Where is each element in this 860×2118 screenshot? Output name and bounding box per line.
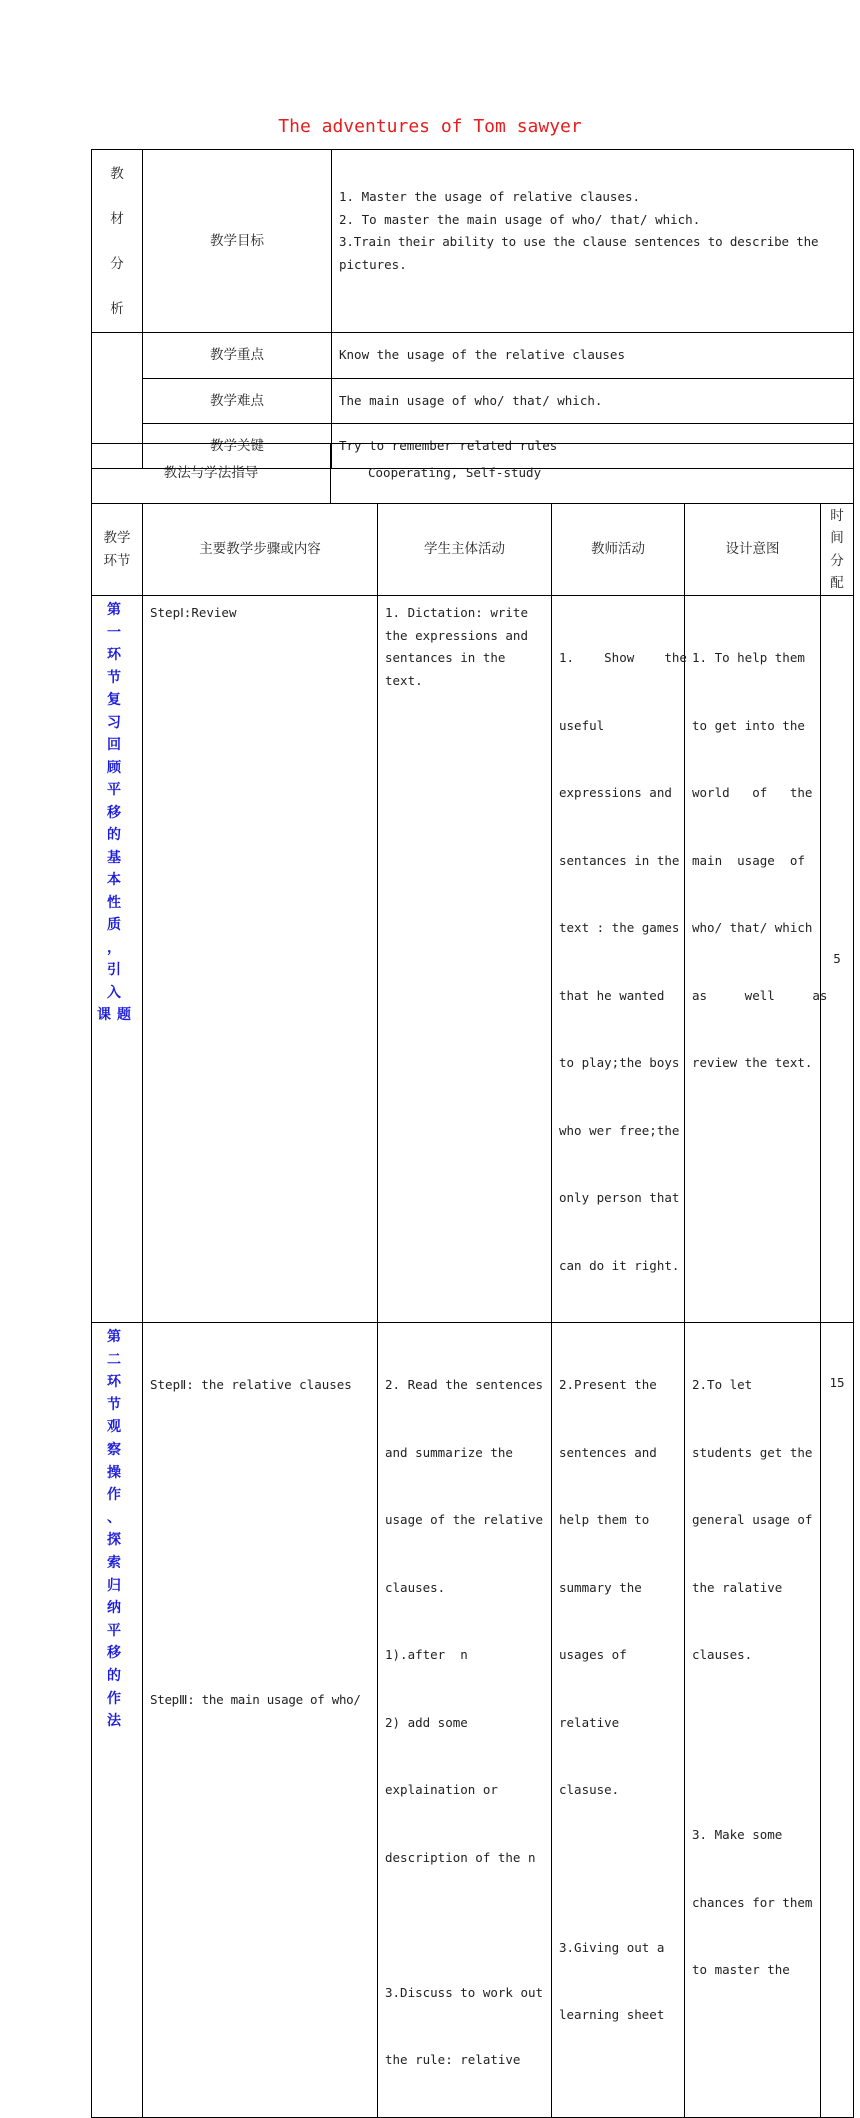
process-row (92, 1323, 854, 2118)
teacher-activity-cell: 2.Present the sentences and help them to summary the usages of relative clasuse. 3.Giving out a learning sheet (552, 1323, 685, 2118)
key-value: Try to remember related rules (332, 424, 854, 469)
header-steps: 主要教学步骤或内容 (143, 504, 378, 596)
time-cell: 15 (821, 1323, 854, 2118)
student-activity-cell: 2. Read the sentences and summarize the usage of the relative clauses. 1).after n 2) add some explaination or description of the n 3.Discuss to work out the rule: relative (378, 1323, 552, 2118)
analysis-table (91, 149, 854, 469)
objectives-cell (332, 150, 854, 333)
objective-line: 2. To master the main usage of who/ that/ which. (339, 211, 701, 227)
steps-cell: StepⅠ:Review (143, 596, 378, 1323)
design-intent-cell: 2.To let students get the general usage of the ralative clauses. 3. Make some chances for them to master the (685, 1323, 821, 2118)
stage-cell: 第 二 环 节 观 察 操 作 、 探 索 归 纳 平 移 的 作 法 (92, 1323, 143, 2118)
objective-line: 3.Train their ability to use the clause sentences to describe the (339, 234, 819, 249)
process-table (91, 503, 854, 2118)
key-label: 教学关键 (143, 424, 332, 469)
objective-line: 1. Master the usage of relative clauses. (339, 189, 641, 204)
student-activity-cell: 1. Dictation: write the expressions and sentances in the text. (378, 596, 552, 1323)
time-cell: 5 (821, 596, 854, 1323)
header-time: 时 间 分 配 (821, 504, 854, 596)
header-design-intent: 设计意图 (685, 504, 821, 596)
key-point-label: 教学重点 (143, 333, 332, 379)
teacher-activity-cell: 1. Show the useful expressions and sentances in the text : the games that he wanted to play;the boys who wer free;the only person that can do it right. (552, 596, 685, 1323)
objective-line: pictures. (339, 256, 407, 272)
header-student-activity: 学生主体活动 (378, 504, 552, 596)
section-char: 分 (110, 256, 124, 272)
header-stage: 教学 环节 (92, 504, 143, 596)
design-intent-cell: 1. To help them to get into the world of the main usage of who/ that/ which as well as review the text. (685, 596, 821, 1323)
process-row (92, 596, 854, 1323)
stage-cell: 第 一 环 节 复 习 回 顾 平 移 的 基 本 性 质 ， 引 入 课题 (92, 596, 143, 1323)
section-char: 材 (110, 211, 124, 227)
key-point-value: Know the usage of the relative clauses (332, 333, 854, 379)
method-label: 教法与学法指导 (92, 444, 331, 504)
section-char: 教 (110, 166, 124, 182)
difficulty-label: 教学难点 (143, 379, 332, 424)
header-teacher-activity: 教师活动 (552, 504, 685, 596)
method-table (91, 443, 854, 504)
section-label-analysis (92, 150, 143, 333)
difficulty-value: The main usage of who/ that/ which. (332, 379, 854, 424)
document-title: The adventures of Tom sawyer (278, 116, 582, 137)
section-char: 析 (110, 301, 124, 317)
steps-cell: StepⅡ: the relative clauses StepⅢ: the main usage of who/ (143, 1323, 378, 2118)
objectives-label: 教学目标 (143, 150, 332, 333)
method-value: Cooperating, Self-study (331, 444, 854, 504)
